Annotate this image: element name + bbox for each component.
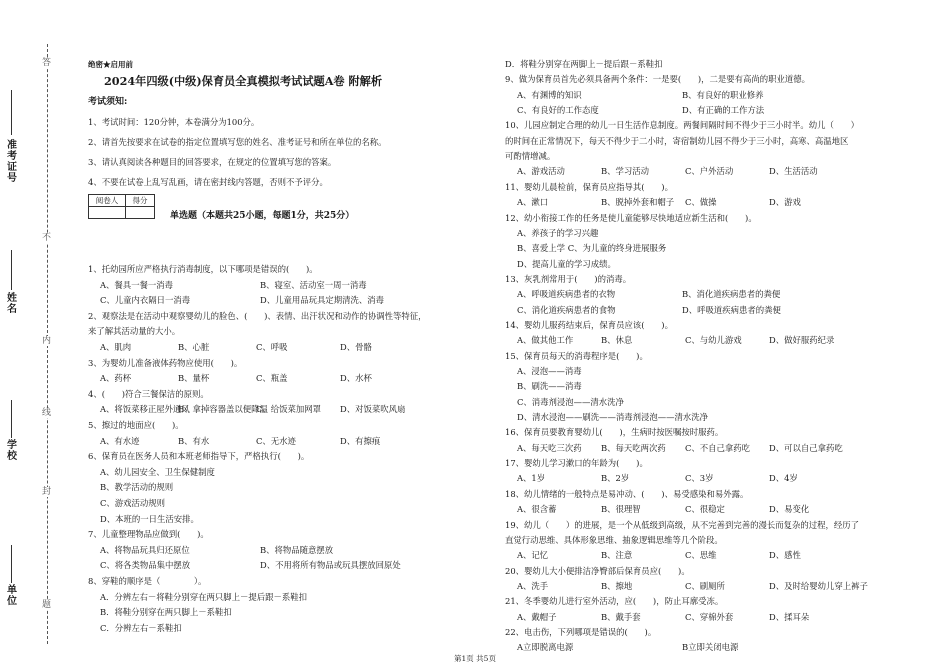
answer-option[interactable]: C、刷厕所 <box>685 580 725 591</box>
answer-option[interactable]: D、可以自己拿药吃 <box>769 442 843 453</box>
question-text: 17、婴幼儿学习漱口的年龄为( )。 <box>505 458 648 469</box>
notice-2: 2、请首先按要求在试卷的指定位置填写您的姓名、准考证号和所在单位的名称。 <box>88 137 387 147</box>
answer-option[interactable]: C、消毒剂浸泡——清水洗净 <box>517 396 624 407</box>
answer-option[interactable]: C、消化道疾病患者的食物 <box>517 304 616 315</box>
question-text: 12、幼小衔接工作的任务是使儿童能够尽快地适应新生活和( )。 <box>505 212 757 223</box>
seal-char-top: 答 <box>42 58 52 68</box>
question-text: 21、冬季婴幼儿进行室外活动，应( )，防止耳廓受冻。 <box>505 596 724 607</box>
answer-option[interactable]: C、呼吸 <box>256 342 288 352</box>
answer-option[interactable]: A、养孩子的学习兴趣 <box>517 227 599 238</box>
answer-option[interactable]: B．将鞋分别穿在两只脚上－系鞋扣 <box>100 607 232 618</box>
answer-option[interactable]: D、不用将所有物品或玩具摆放回原处 <box>260 560 401 571</box>
question-text2: 的时间在正常情况下，每天不得少于二小时，寄宿制幼儿园不得少于三小时，高寒、高温地区 <box>505 135 849 146</box>
answer-option[interactable]: A、将饭菜移正屋外通风 <box>100 404 190 415</box>
seal-char-3: 线 <box>42 408 52 418</box>
answer-option[interactable]: B、2岁 <box>601 473 630 484</box>
question-text2: 来了解其活动量的大小。 <box>88 326 181 337</box>
answer-option[interactable]: A、漱口 <box>517 197 549 208</box>
answer-option[interactable]: A、将物品玩具归还原位 <box>100 544 190 555</box>
answer-option[interactable]: A、肌肉 <box>100 342 132 352</box>
answer-option[interactable]: B、量杯 <box>178 373 210 384</box>
answer-option[interactable]: C、将各类物品集中摆放 <box>100 560 191 571</box>
answer-option[interactable]: A、做其他工作 <box>517 335 574 346</box>
label-exam-number: 准考证号 <box>7 140 17 184</box>
answer-option[interactable]: C、户外活动 <box>685 166 734 177</box>
answer-option[interactable]: A、1岁 <box>517 473 546 484</box>
answer-option[interactable]: C、不自己拿药吃 <box>685 442 751 453</box>
answer-option[interactable]: D、及时给婴幼儿穿上裤子 <box>769 580 868 591</box>
answer-option[interactable]: A．分辨左右－将鞋分别穿在两只脚上－提后跟－系鞋扣 <box>100 591 308 602</box>
answer-option[interactable]: D、有正确的工作方法 <box>682 105 765 116</box>
answer-option[interactable]: B、注意 <box>601 550 633 561</box>
question-text: D．将鞋分别穿在两脚上－提后跟－系鞋扣 <box>505 59 663 69</box>
secret-mark: 绝密★启用前 <box>88 60 133 69</box>
question-text: 16、保育员要教育婴幼儿( )，生病时按医嘱按时服药。 <box>505 427 724 438</box>
answer-option[interactable]: B、有良好的职业修养 <box>682 89 764 100</box>
answer-option[interactable]: A、药杯 <box>100 373 132 384</box>
question-text: 5、擦过的地面应( )。 <box>88 420 184 430</box>
seal-char-4: 封 <box>42 487 52 497</box>
answer-option[interactable]: A、幼儿园安全、卫生保健制度 <box>100 466 215 477</box>
answer-option[interactable]: D、揉耳朵 <box>769 611 810 622</box>
answer-option[interactable]: A、很含蓄 <box>517 504 557 515</box>
question-text: 14、婴幼儿服药结束后，保育员应该( )。 <box>505 319 673 330</box>
answer-option[interactable]: D、感性 <box>769 550 801 561</box>
exam-title: 2024年四级(中级)保育员全真模拟考试试题A卷 附解析 <box>104 74 383 88</box>
blank-unit <box>11 545 12 583</box>
answer-option[interactable]: C、瓶盖 <box>256 373 288 384</box>
answer-option[interactable]: C、穿棉外套 <box>685 611 734 622</box>
seal-char-bottom: 题 <box>42 600 52 610</box>
answer-option[interactable]: D、骨骼 <box>340 342 372 352</box>
answer-option[interactable]: D、4岁 <box>769 473 798 484</box>
question-text: 15、保育员每天的消毒程序是( )。 <box>505 350 648 361</box>
answer-option[interactable]: A、每天吃三次药 <box>517 442 582 453</box>
score-header: 得分 <box>126 195 155 207</box>
answer-option[interactable]: A立即脱离电源 <box>517 642 574 653</box>
answer-option[interactable]: C、游戏活动规则 <box>100 498 166 508</box>
answer-option[interactable]: B、擦地 <box>601 580 633 591</box>
seal-char-1: 不 <box>42 233 52 243</box>
answer-option[interactable]: C．分辨左右－系鞋扣 <box>100 622 182 633</box>
answer-option[interactable]: B、拿掉容器盖以便降温 <box>178 404 268 415</box>
answer-option[interactable]: A、洗手 <box>517 580 549 591</box>
binding-margin <box>0 0 60 671</box>
answer-option[interactable]: C、儿童内衣隔日一消毒 <box>100 295 191 306</box>
answer-option[interactable]: D、提高儿童的学习成绩。 <box>517 258 616 269</box>
answer-option[interactable]: C、做操 <box>685 197 717 208</box>
answer-option[interactable]: C、思维 <box>685 550 717 561</box>
answer-option[interactable]: A、浸泡——消毒 <box>517 366 582 376</box>
section-title: 单选题（本题共25小题，每题1分，共25分） <box>170 211 355 221</box>
blank-school <box>11 400 12 438</box>
page-footer: 第1页 共5页 <box>454 654 496 663</box>
answer-option[interactable]: D、有擦痕 <box>340 435 381 446</box>
score-table <box>88 194 155 219</box>
answer-option[interactable]: B、消化道疾病患者的粪便 <box>682 289 781 300</box>
label-school: 学校 <box>7 440 17 462</box>
question-text2: 直觉行动思维、具体形象思维、抽象逻辑思维等几个阶段。 <box>505 534 723 545</box>
blank-exam-number <box>11 90 12 135</box>
answer-option[interactable]: B、戴手套 <box>601 611 641 622</box>
answer-option[interactable]: B、休息 <box>601 335 633 346</box>
answer-option[interactable]: A、戴帽子 <box>517 611 557 622</box>
answer-option[interactable]: A、餐具一餐一消毒 <box>100 279 174 290</box>
answer-option[interactable]: D、儿童用品玩具定期清洗、消毒 <box>260 295 384 306</box>
reviewer-header: 阅卷人 <box>89 195 126 207</box>
answer-option[interactable]: C、无水迹 <box>256 435 296 446</box>
question-text: 13、灰乳剂常用于( )的消毒。 <box>505 273 632 284</box>
question-text: 7、儿童整理物品应做到( )。 <box>88 529 209 540</box>
answer-option[interactable]: A、有水迹 <box>100 435 140 446</box>
answer-option[interactable]: D、水杯 <box>340 373 372 384</box>
answer-option[interactable]: B、喜爱上学 C、为儿童的终身进展服务 <box>517 243 667 254</box>
question-text: 19、幼儿（ ）的进展，是一个从低级到高级，从不完善到完善的漫长而复杂的过程，经历了 <box>505 519 860 530</box>
answer-option[interactable]: B、教学活动的规则 <box>100 482 174 493</box>
question-text: 6、保育员在医务人员和本班老师指导下，严格执行( )。 <box>88 451 310 462</box>
question-text: 1、托幼园所应严格执行消毒制度，以下哪项是错误的( )。 <box>88 264 318 274</box>
notice-3: 3、请认真阅读各种题目的回答要求，在规定的位置填写您的答案。 <box>88 157 337 167</box>
notice-1: 1、考试时间：120分钟，本卷满分为100分。 <box>88 117 260 127</box>
answer-option[interactable]: C、3岁 <box>685 473 714 484</box>
answer-option[interactable]: A、游戏活动 <box>517 166 565 177</box>
answer-option[interactable]: C、与幼儿游戏 <box>685 335 742 346</box>
answer-option[interactable]: C、给饭菜加网罩 <box>256 404 322 415</box>
question-text: 22、电击伤，下列哪项是错误的( )。 <box>505 626 657 637</box>
question-text: 4、( )符合三餐保洁的原则。 <box>88 388 209 399</box>
answer-option[interactable]: B、学习活动 <box>601 166 650 177</box>
answer-option[interactable]: D、本班的一日生活安排。 <box>100 513 199 524</box>
answer-option[interactable]: C、有良好的工作态度 <box>517 105 599 116</box>
answer-option[interactable]: B立即关闭电源 <box>682 642 739 653</box>
question-text: 10、儿园应制定合理的幼儿一日生活作息制度。两餐间隔时间不得少于三小时半。幼儿（ ） <box>505 120 860 131</box>
answer-option[interactable]: A、呼吸道疾病患者的衣物 <box>517 289 616 300</box>
answer-option[interactable]: A、有渊博的知识 <box>517 89 582 100</box>
answer-option[interactable]: D、对饭菜吹风扇 <box>340 404 406 415</box>
notice-4: 4、不要在试卷上乱写乱画，请在密封线内答题，否则不予评分。 <box>88 177 328 187</box>
question-text: 9、做为保育员首先必须具备两个条件：一是要( )，二是要有高尚的职业道德。 <box>505 74 810 85</box>
answer-option[interactable]: B、将物品随意摆放 <box>260 544 334 555</box>
answer-option[interactable]: D、游戏 <box>769 197 801 208</box>
seal-char-2: 内 <box>42 336 52 346</box>
answer-option[interactable]: B、寝室、活动室一周一消毒 <box>260 279 367 290</box>
question-text: 2、观察法是在活动中观察婴幼儿的脸色、( )、表情、出汗状况和动作的协调性等特征， <box>88 310 427 321</box>
question-text: 3、为婴幼儿准备液体药物应使用( )。 <box>88 357 243 368</box>
answer-option[interactable]: B、心脏 <box>178 342 210 352</box>
label-unit: 单位 <box>7 585 17 607</box>
answer-option[interactable]: B、有水 <box>178 435 210 446</box>
answer-option[interactable]: D、呼吸道疾病患者的粪便 <box>682 304 781 315</box>
notice-heading: 考试须知: <box>88 97 128 107</box>
answer-option[interactable]: D、清水浸泡——刷洗——消毒剂浸泡——清水洗净 <box>517 412 708 423</box>
answer-option[interactable]: A、记忆 <box>517 550 549 561</box>
answer-option[interactable]: B、每天吃两次药 <box>601 442 666 453</box>
question-text: 18、幼儿情绪的一般特点是易冲动、( )、易受感染和易外露。 <box>505 488 749 499</box>
score-cell[interactable] <box>126 207 155 219</box>
question-text3: 可酌情增减。 <box>505 151 556 162</box>
answer-option[interactable]: D、易变化 <box>769 504 810 515</box>
answer-option[interactable]: B、脱掉外套和帽子 <box>601 197 675 208</box>
question-text: 11、婴幼儿晨检前，保育员应指导其( )。 <box>505 181 673 192</box>
reviewer-cell[interactable] <box>89 207 126 219</box>
blank-name <box>11 250 12 290</box>
answer-option[interactable]: B、很理智 <box>601 504 641 515</box>
question-text: 8、穿鞋的顺序是（ ）。 <box>88 576 207 586</box>
question-text: 20、婴幼儿大小便排洁净臀部后保育员应( )。 <box>505 565 690 576</box>
answer-option[interactable]: D、生活活动 <box>769 166 818 177</box>
answer-option[interactable]: C、很稳定 <box>685 504 725 515</box>
answer-option[interactable]: B、刷洗——消毒 <box>517 381 582 392</box>
answer-option[interactable]: D、做好服药纪录 <box>769 335 835 346</box>
label-name: 姓名 <box>7 293 17 315</box>
